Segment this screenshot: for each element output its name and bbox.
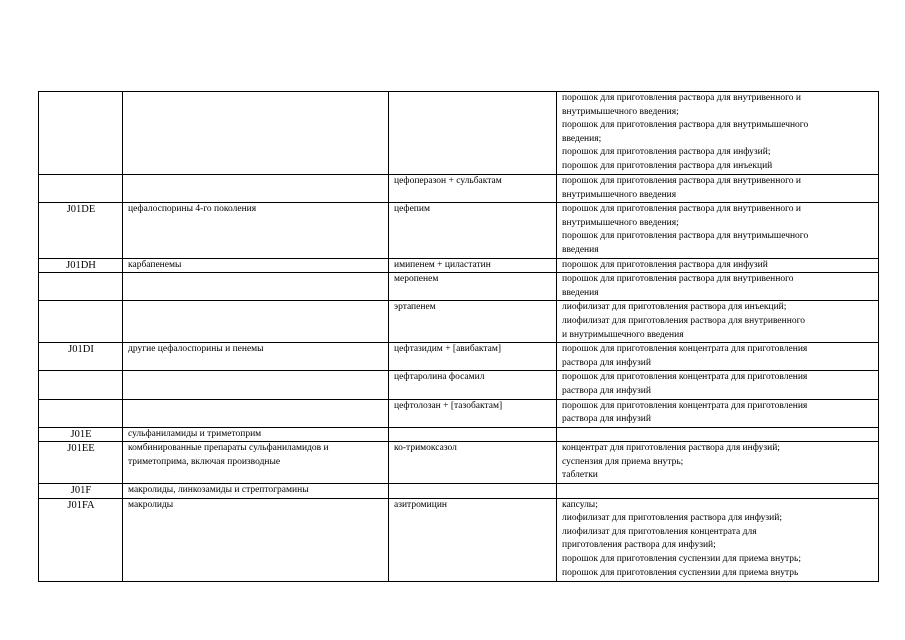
- table-row: [39, 343, 879, 371]
- drug-name-cell: [389, 371, 557, 399]
- cell-text-line: макролиды, линкозамиды и стрептограмины: [128, 485, 309, 496]
- drug-name-cell: [389, 175, 557, 203]
- drug-name-cell: [389, 92, 557, 175]
- table-row: [39, 399, 879, 427]
- cell-text-line: внутримышечного введения;: [562, 217, 679, 228]
- table-row: [39, 484, 879, 499]
- table-row: [39, 427, 879, 442]
- group-name-cell: [123, 273, 389, 301]
- cell-text-line: триметоприма, включая производные: [128, 456, 281, 467]
- dosage-forms-cell: [557, 484, 879, 499]
- cell-text-line: цефтолозан + [тазобактам]: [394, 400, 503, 411]
- cell-text-line: порошок для приготовления концентрата для приготовления: [562, 344, 808, 355]
- cell-text-line: приготовления раствора для инфузий;: [562, 540, 716, 551]
- cell-text-line: другие цефалоспорины и пенемы: [128, 344, 264, 355]
- cell-text-line: цефоперазон + сульбактам: [394, 176, 502, 186]
- atc-code-cell: J01DI: [39, 343, 123, 371]
- atc-code-cell: [39, 399, 123, 427]
- group-name-cell: [123, 175, 389, 203]
- table-row: [39, 442, 879, 484]
- cell-text-line: порошок для приготовления концентрата для приготовления: [562, 400, 808, 411]
- cell-text-line: порошок для приготовления раствора для внутривенного и: [562, 176, 801, 186]
- cell-text-line: лиофилизат для приготовления раствора для внутривенного: [562, 315, 805, 326]
- group-name-cell: [123, 258, 389, 273]
- group-name-cell: [123, 427, 389, 442]
- drug-name-cell: [389, 203, 557, 258]
- cell-text-line: введения: [562, 244, 599, 255]
- dosage-forms-cell: [557, 92, 879, 175]
- cell-text-line: порошок для приготовления раствора для внутривенного и: [562, 93, 801, 103]
- table-row: [39, 301, 879, 343]
- group-name-cell: [123, 371, 389, 399]
- dosage-forms-cell: [557, 175, 879, 203]
- cell-text-line: порошок для приготовления раствора для инъекций: [562, 160, 773, 171]
- atc-code-cell: J01FA: [39, 498, 123, 581]
- atc-code-cell: J01F: [39, 484, 123, 499]
- cell-text-line: порошок для приготовления раствора для внутривенного и: [562, 204, 801, 215]
- cell-text-line: порошок для приготовления раствора для инфузий;: [562, 147, 771, 158]
- atc-code-cell: [39, 175, 123, 203]
- drug-name-cell: [389, 484, 557, 499]
- dosage-forms-cell: [557, 442, 879, 484]
- drug-name-cell: [389, 399, 557, 427]
- cell-text-line: комбинированные препараты сульфаниламидов и: [128, 443, 329, 454]
- dosage-forms-cell: [557, 371, 879, 399]
- dosage-forms-cell: [557, 399, 879, 427]
- dosage-forms-cell: [557, 498, 879, 581]
- drug-name-cell: [389, 301, 557, 343]
- table-row: [39, 175, 879, 203]
- group-name-cell: [123, 442, 389, 484]
- drug-name-cell: [389, 498, 557, 581]
- cell-text-line: лиофилизат для приготовления раствора для инфузий;: [562, 513, 782, 524]
- cell-text-line: внутримышечного введения;: [562, 106, 679, 117]
- table-row: [39, 92, 879, 175]
- cell-text-line: имипенем + циластатин: [394, 259, 491, 270]
- cell-text-line: цефалоспорины 4-го поколения: [128, 204, 257, 215]
- cell-text-line: порошок для приготовления суспензии для приема внутрь: [562, 567, 799, 578]
- cell-text-line: макролиды: [128, 499, 174, 510]
- cell-text-line: введения: [562, 287, 599, 298]
- table-row: [39, 498, 879, 581]
- cell-text-line: карбапенемы: [128, 259, 182, 270]
- drug-name-cell: [389, 273, 557, 301]
- cell-text-line: порошок для приготовления раствора для внутривенного: [562, 274, 794, 285]
- cell-text-line: сульфаниламиды и триметоприм: [128, 428, 262, 439]
- cell-text-line: капсулы;: [562, 499, 598, 510]
- table-body: [39, 92, 879, 582]
- group-name-cell: [123, 92, 389, 175]
- cell-text-line: эртапенем: [394, 302, 436, 313]
- dosage-forms-cell: [557, 343, 879, 371]
- cell-text-line: лиофилизат для приготовления раствора для инъекций;: [562, 302, 787, 313]
- cell-text-line: порошок для приготовления раствора для внутримышечного: [562, 120, 809, 131]
- cell-text-line: порошок для приготовления суспензии для приема внутрь;: [562, 554, 801, 565]
- cell-text-line: суспензия для приема внутрь;: [562, 456, 684, 467]
- cell-text-line: лиофилизат для приготовления концентрата для: [562, 526, 757, 537]
- cell-text-line: раствора для инфузий: [562, 414, 651, 425]
- atc-code-cell: J01DE: [39, 203, 123, 258]
- cell-text-line: раствора для инфузий: [562, 357, 651, 368]
- drug-name-cell: [389, 343, 557, 371]
- atc-code-cell: J01EE: [39, 442, 123, 484]
- drug-name-cell: [389, 258, 557, 273]
- cell-text-line: порошок для приготовления раствора для инфузий: [562, 259, 768, 270]
- atc-code-cell: [39, 92, 123, 175]
- table-row: [39, 258, 879, 273]
- atc-code-cell: [39, 371, 123, 399]
- cell-text-line: порошок для приготовления концентрата для приготовления: [562, 372, 808, 383]
- group-name-cell: [123, 343, 389, 371]
- dosage-forms-cell: [557, 301, 879, 343]
- atc-code-cell: J01E: [39, 427, 123, 442]
- cell-text-line: меропенем: [394, 274, 439, 285]
- group-name-cell: [123, 484, 389, 499]
- drug-table: [38, 91, 879, 582]
- drug-name-cell: [389, 442, 557, 484]
- dosage-forms-cell: [557, 203, 879, 258]
- cell-text-line: и внутримышечного введения: [562, 329, 684, 340]
- table-row: [39, 203, 879, 258]
- table-row: [39, 371, 879, 399]
- cell-text-line: цефтазидим + [авибактам]: [394, 344, 502, 355]
- cell-text-line: порошок для приготовления раствора для внутримышечного: [562, 231, 809, 242]
- atc-code-cell: [39, 301, 123, 343]
- cell-text-line: концентрат для приготовления раствора для инфузий;: [562, 443, 780, 454]
- drug-name-cell: [389, 427, 557, 442]
- cell-text-line: введения;: [562, 133, 602, 144]
- atc-code-cell: J01DH: [39, 258, 123, 273]
- cell-text-line: раствора для инфузий: [562, 385, 651, 396]
- atc-code-cell: [39, 273, 123, 301]
- table-row: [39, 273, 879, 301]
- dosage-forms-cell: [557, 258, 879, 273]
- dosage-forms-cell: [557, 427, 879, 442]
- cell-text-line: цефтаролина фосамил: [394, 372, 485, 383]
- cell-text-line: цефепим: [394, 204, 430, 215]
- cell-text-line: таблетки: [562, 470, 598, 481]
- group-name-cell: [123, 301, 389, 343]
- group-name-cell: [123, 399, 389, 427]
- cell-text-line: азитромицин: [394, 499, 447, 510]
- cell-text-line: ко-тримоксазол: [394, 443, 457, 454]
- group-name-cell: [123, 203, 389, 258]
- dosage-forms-cell: [557, 273, 879, 301]
- cell-text-line: внутримышечного введения: [562, 189, 677, 200]
- group-name-cell: [123, 498, 389, 581]
